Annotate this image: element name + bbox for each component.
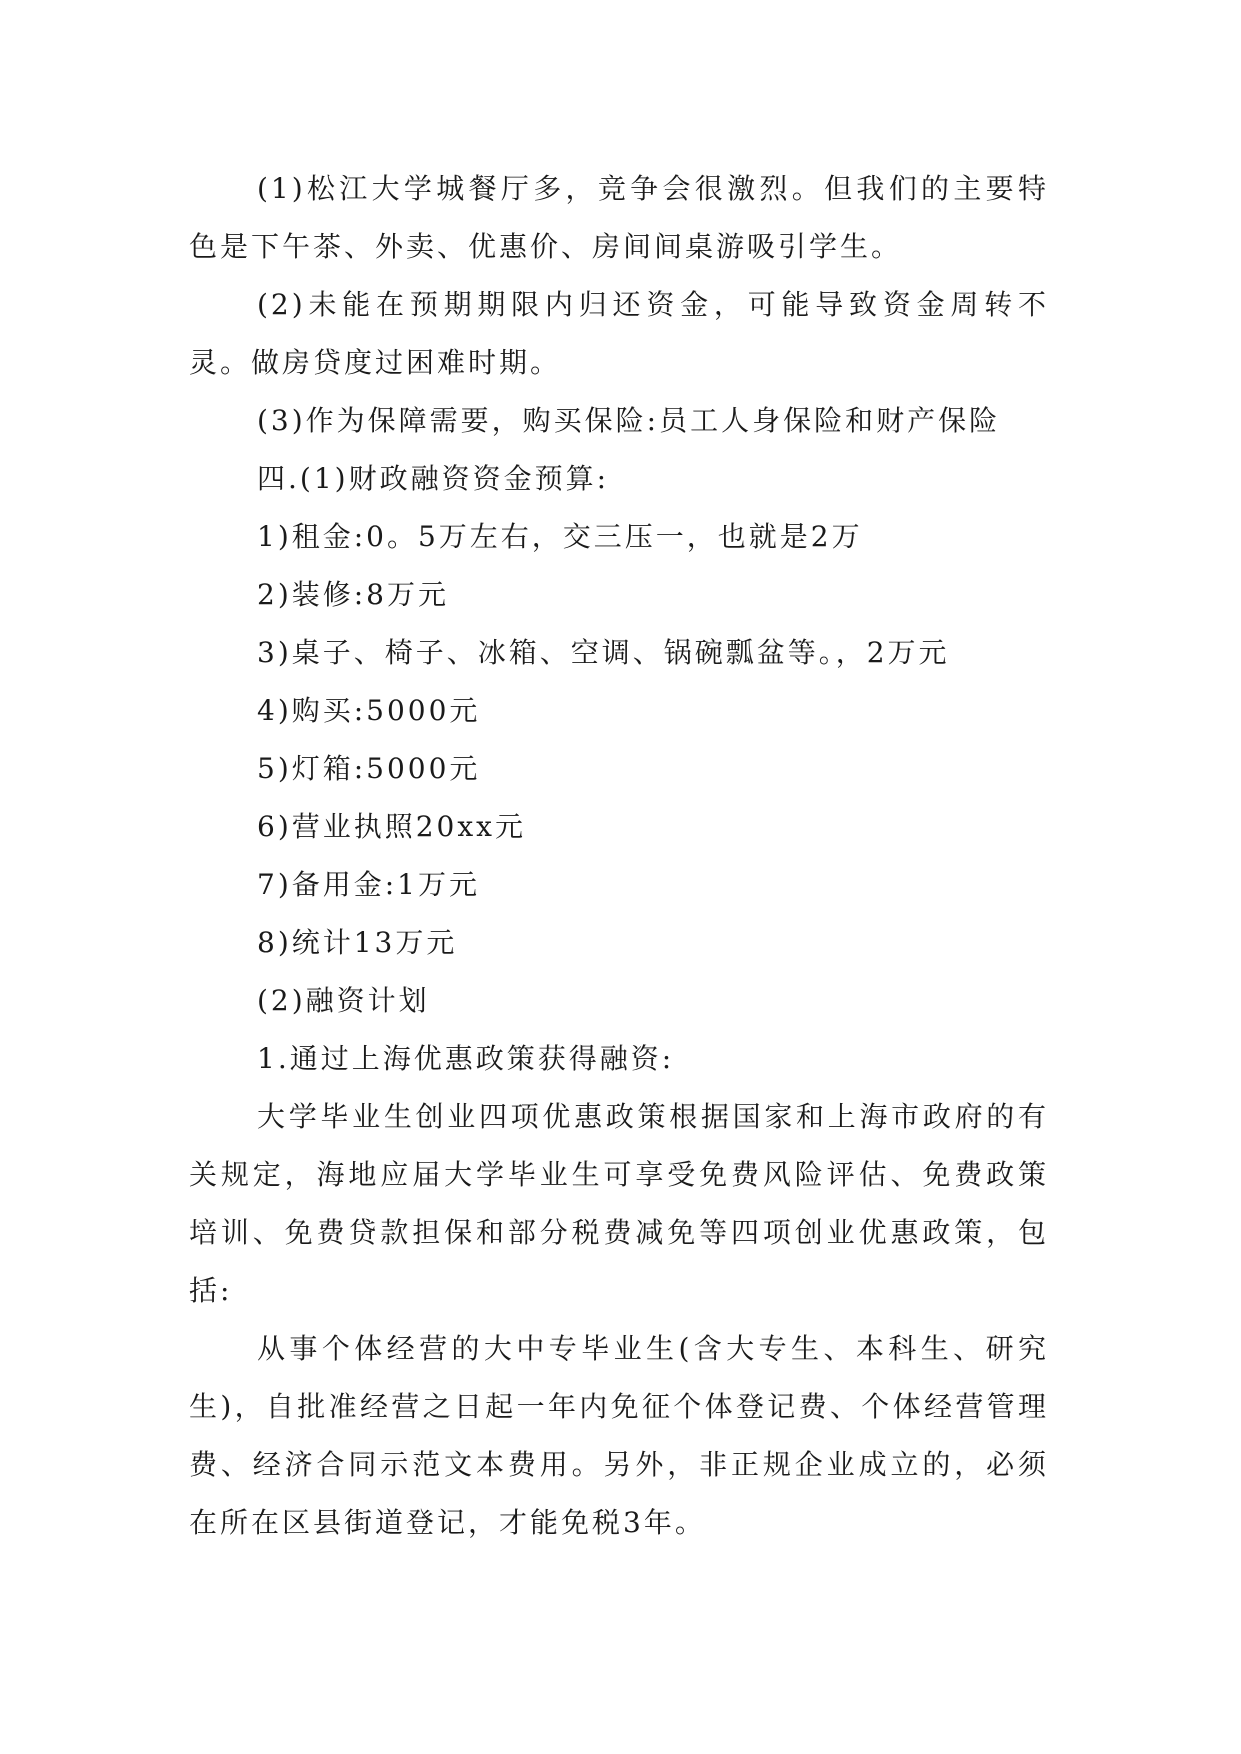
document-body (189, 160, 1049, 1552)
paragraph-graduate-policies: 大学毕业生创业四项优惠政策根据国家和上海市政府的有关规定，海地应届大学毕业生可享受免费风险评估、免费政策培训、免费贷款担保和部分税费减免等四项创业优惠政策，包括: (189, 1100, 1049, 1307)
budget-item-decoration: 2)装修:8万元 (257, 578, 449, 611)
paragraph-insurance: (3)作为保障需要，购买保险:员工人身保险和财产保险 (257, 404, 1001, 437)
budget-item-purchase: 4)购买:5000元 (257, 694, 481, 727)
budget-item-reserve: 7)备用金:1万元 (257, 868, 480, 901)
budget-item-total: 8)统计13万元 (257, 926, 458, 959)
budget-item-license: 6)营业执照20xx元 (257, 810, 526, 843)
budget-item-furniture: 3)桌子、椅子、冰箱、空调、锅碗瓢盆等。，2万元 (257, 636, 950, 669)
paragraph-competition: (1)松江大学城餐厅多，竞争会很激烈。但我们的主要特色是下午茶、外卖、优惠价、房间间桌游吸引学生。 (189, 172, 1049, 263)
paragraph-fee-exemptions: 从事个体经营的大中专毕业生(含大专生、本科生、研究生)，自批准经营之日起一年内免征个体登记费、个体经营管理费、经济合同示范文本费用。另外，非正规企业成立的，必须在所在区县街道登记，才能免税3年。 (189, 1332, 1049, 1539)
paragraph-repayment-risk: (2)未能在预期期限内归还资金，可能导致资金周转不灵。做房贷度过困难时期。 (189, 288, 1049, 379)
section-heading-budget: 四.(1)财政融资资金预算: (257, 462, 609, 495)
section-heading-financing-plan: (2)融资计划 (257, 984, 430, 1017)
budget-item-rent: 1)租金:0。5万左右，交三压一，也就是2万 (257, 520, 863, 553)
subheading-shanghai-policy: 1.通过上海优惠政策获得融资: (257, 1042, 675, 1075)
budget-item-lightbox: 5)灯箱:5000元 (257, 752, 481, 785)
